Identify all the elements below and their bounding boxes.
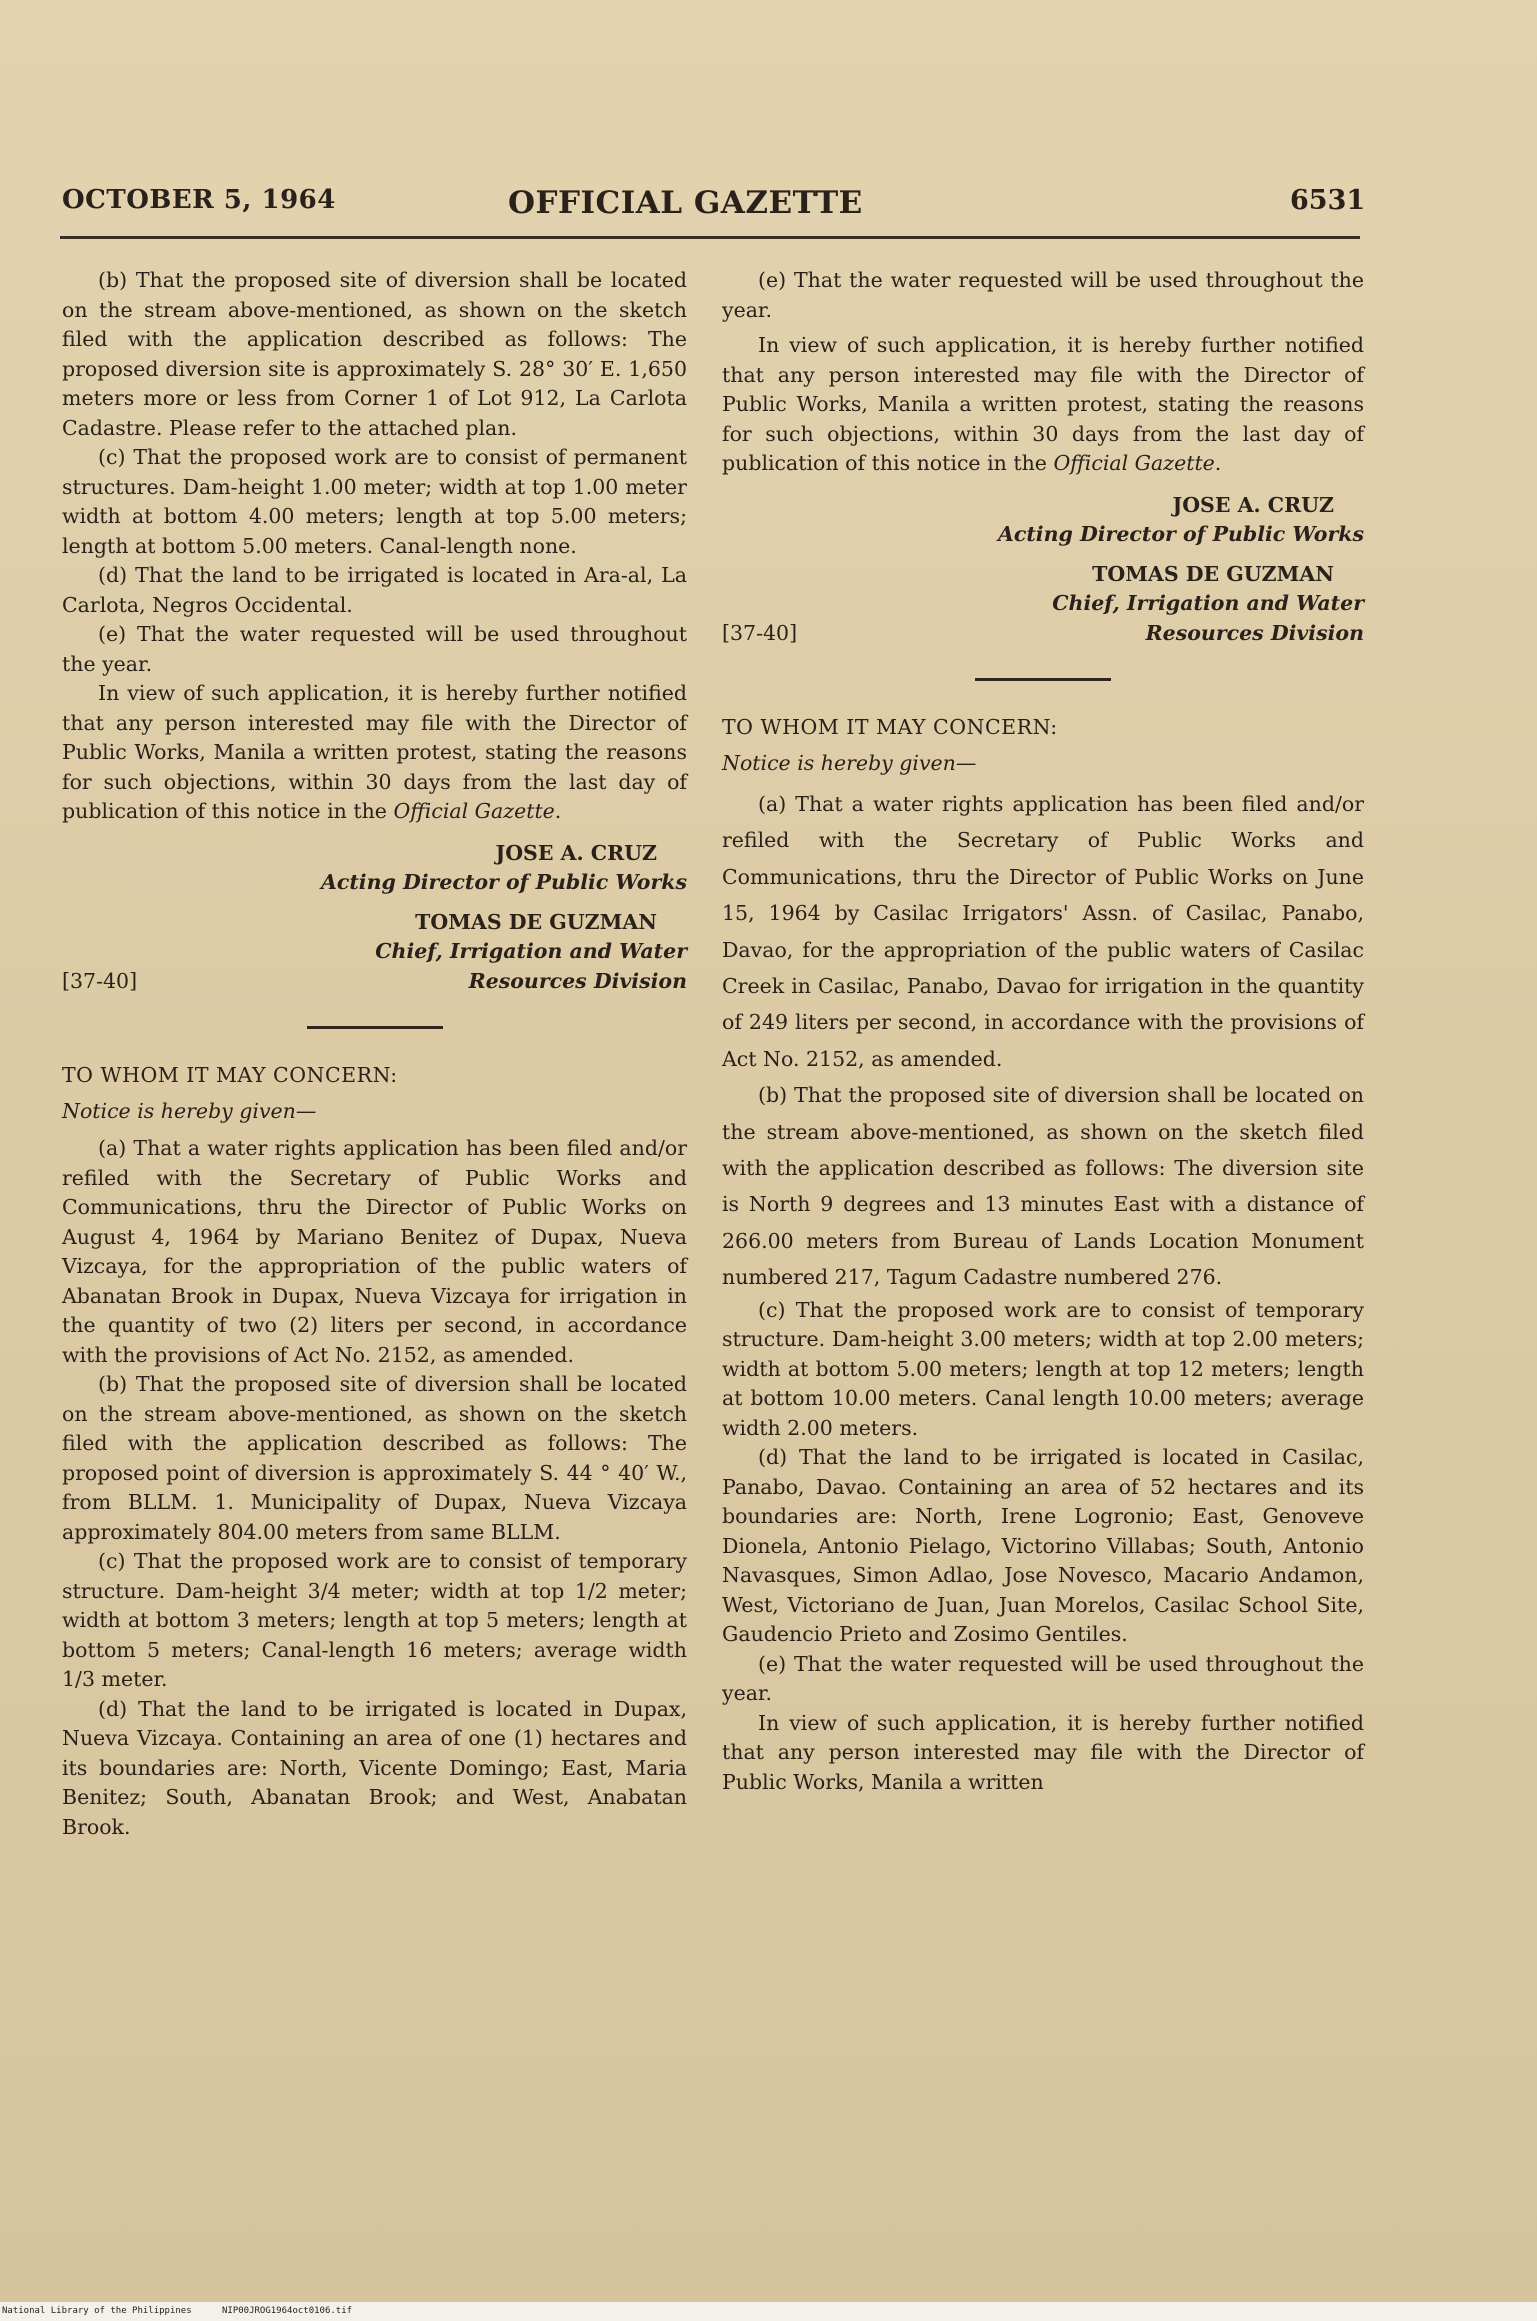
reference-row	[722, 619, 1364, 649]
publication-title: OFFICIAL GAZETTE	[508, 185, 863, 221]
notice-paragraph: (b) That the proposed site of diversion shall be located on the stream above-mentioned, as shown on the sketch filed with the application described as follows: The proposed diversion site is approximately S. 28° 30′ E. 1,650 meters more or less from Corner 1 of Lot 912, La Carlota Cadastre. Please refer to the attached plan.	[62, 268, 687, 440]
notice-paragraph: (d) That the land to be irrigated is located in Dupax, Nueva Vizcaya. Containing an area of one (1) hectares and its boundaries are: North, Vicente Domingo; East, Maria Benitez; South, Abanatan Brook; and West, Anabatan Brook.	[62, 1696, 687, 1839]
notice-paragraph	[62, 679, 687, 827]
notice-paragraph: (e) That the water requested will be used throughout the year.	[722, 1651, 1364, 1706]
notice-paragraph: (c) That the proposed work are to consist of temporary structure. Dam-height 3.00 meters; width at top 2.00 meters; width at bottom 5.00 meters; length at top 12 meters; length at bottom 10.00 meters. Canal length 10.00 meters; average width 2.00 meters.	[722, 1297, 1364, 1440]
section-divider	[307, 1026, 443, 1029]
notice-paragraph: (d) That the land to be irrigated is located in Ara-al, La Carlota, Negros Occidental.	[62, 563, 687, 617]
signatory-name: JOSE A. CRUZ	[495, 840, 657, 865]
header-rule	[60, 236, 1360, 239]
notice-paragraph: (e) That the water requested will be used throughout the year.	[722, 268, 1364, 322]
signatory-name: TOMAS DE GUZMAN	[415, 909, 657, 934]
paragraph-text: In view of such application, it is hereby further notified that any person interested may file with the Director of Public Works, Manila a written protest, stating the reasons for such objections, within 30 days from the last day of publication of this notice in the	[722, 333, 1364, 475]
signature-block	[722, 491, 1364, 550]
section-divider	[975, 678, 1111, 681]
signature-block	[722, 560, 1364, 649]
notice-paragraph: (c) That the proposed work are to consist of temporary structure. Dam-height 3/4 meter; width at top 1/2 meter; width at bottom 3 meters; length at top 5 meters; length at bottom 5 meters; Canal-length 16 meters; average width 1/3 meter.	[62, 1549, 687, 1691]
notice-paragraph: (a) That a water rights application has been filed and/or refiled with the Secretary of Public Works and Communications, thru the Director of Public Works on August 4, 1964 by Mariano Benitez of Dupax, Nueva Vizcaya, for the appropriation of the public waters of Abanatan Brook in Dupax, Nueva Vizcaya for irrigation in the quantity of two (2) liters per second, in accordance with the provisions of Act No. 2152, as amended.	[62, 1136, 687, 1367]
issue-reference: [37-40]	[722, 620, 798, 645]
notice-paragraph: (e) That the water requested will be used throughout the year.	[62, 622, 687, 676]
notice-paragraph	[722, 331, 1364, 479]
notice-paragraph: (d) That the land to be irrigated is located in Casilac, Panabo, Davao. Containing an area of 52 hectares and its boundaries are: North, Irene Logronio; East, Genoveve Dionela, Antonio Pielago, Victorino Villabas; South, Antonio Navasques, Simon Adlao, Jose Novesco, Macario Andamon, West, Victoriano de Juan, Juan Morelos, Casilac School Site, Gaudencio Prieto and Zosimo Gentiles.	[722, 1445, 1364, 1647]
notice-heading: TO WHOM IT MAY CONCERN:	[722, 715, 1058, 739]
notice-paragraph: (c) That the proposed work are to consist of permanent structures. Dam-height 1.00 meter; width at top 1.00 meter width at bottom 4.00 meters; length at top 5.00 meters; length at bottom 5.00 meters. Canal-length none.	[62, 445, 687, 558]
issue-reference: [37-40]	[62, 968, 138, 993]
notice-paragraph: In view of such application, it is hereby further notified that any person interested may file with the Director of Public Works, Manila a written	[722, 1710, 1364, 1794]
library-label: National Library of the Philippines	[2, 2306, 192, 2316]
notice-subheading: Notice is hereby given—	[62, 1098, 317, 1123]
notice-paragraph: (b) That the proposed site of diversion shall be located on the stream above-mentioned, as shown on the sketch filed with the application described as follows: The proposed point of diversion is approximately S. 44 ° 40′ W., from BLLM. 1. Municipality of Dupax, Nueva Vizcaya approximately 804.00 meters from same BLLM.	[62, 1372, 687, 1544]
signatory-title: Resources Division	[468, 968, 687, 993]
signature-block	[62, 908, 687, 997]
paragraph-text: In view of such application, it is hereby further notified that any person interested may file with the Director of Public Works, Manila a written protest, stating the reasons for such objections, within 30 days from the last day of publication of this notice in the	[62, 681, 687, 823]
notice-heading: TO WHOM IT MAY CONCERN:	[62, 1063, 398, 1087]
signatory-name: TOMAS DE GUZMAN	[1092, 561, 1334, 586]
signatory-title: Chief, Irrigation and Water	[375, 939, 687, 963]
signatory-title: Acting Director of Public Works	[320, 870, 687, 894]
notice-paragraph: (a) That a water rights application has been filed and/or refiled with the Secretary of Public Works and Communications, thru the Director of Public Works on June 15, 1964 by Casilac Irrigators' Assn. of Casilac, Panabo, Davao, for the appropriation of the public waters of Casilac Creek in Casilac, Panabo, Davao for irrigation in the quantity of 249 liters per second, in accordance with the provisions of Act No. 2152, as amended.	[722, 792, 1364, 1071]
gazette-reference: Official Gazette.	[1053, 451, 1222, 475]
signature-block	[62, 839, 687, 898]
signatory-name: JOSE A. CRUZ	[1172, 492, 1334, 517]
issue-date: OCTOBER 5, 1964	[62, 185, 336, 215]
page-number: 6531	[1290, 185, 1366, 216]
notice-body	[722, 786, 1364, 1296]
signatory-title: Acting Director of Public Works	[997, 522, 1364, 546]
notice-paragraph: (b) That the proposed site of diversion shall be located on the stream above-mentioned, as shown on the sketch filed with the application described as follows: The diversion site is North 9 degrees and 13 minutes East with a distance of 266.00 meters from Bureau of Lands Location Monument numbered 217, Tagum Cadastre numbered 276.	[722, 1083, 1364, 1290]
file-label: NIP00JROG1964oct0106.tif	[222, 2306, 353, 2316]
signatory-title: Chief, Irrigation and Water	[1052, 591, 1364, 615]
left-column	[62, 266, 687, 1842]
signatory-title: Resources Division	[1145, 620, 1364, 645]
right-column	[722, 266, 1364, 1797]
gazette-reference: Official Gazette.	[393, 799, 562, 823]
notice-subheading: Notice is hereby given—	[722, 750, 977, 775]
reference-row	[62, 967, 687, 997]
